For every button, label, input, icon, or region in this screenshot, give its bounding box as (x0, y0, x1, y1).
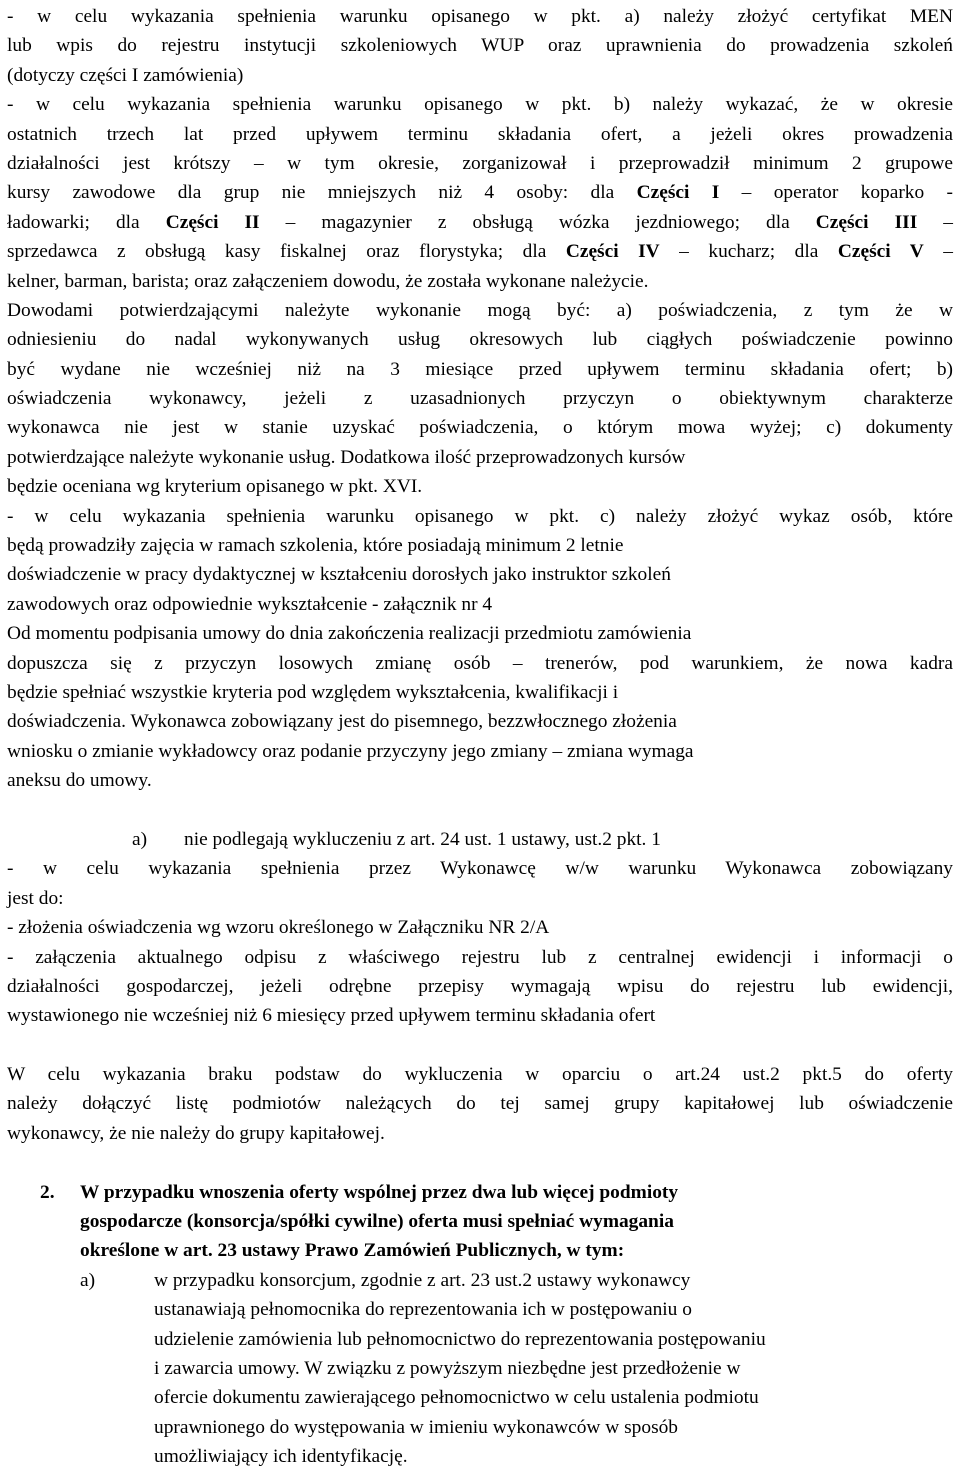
sub-item-line: i zawarcia umowy. W związku z powyższym niezbędne jest przedłożenie w (154, 1357, 741, 1379)
text-line: zawodowych oraz odpowiednie wykształcenie - załącznik nr 4 (7, 593, 493, 615)
text-line: wykonawca nie jest w stanie uzyskać poświadczenia, o którym mowa wyżej; c) dokumenty (7, 417, 953, 439)
list-marker: a) (132, 828, 148, 850)
text-line: kelner, barman, barista; oraz załączeniem dowodu, że została wykonane należycie. (7, 270, 649, 292)
text-line: odniesieniu do nadal wykonywanych usług okresowych lub ciągłych poświadczenie powinno (7, 329, 953, 351)
text-line: - w celu wykazania spełnienia przez Wykonawcę w/w warunku Wykonawca zobowiązany (7, 858, 953, 880)
text-line: należy dołączyć listę podmiotów należących do tej samej grupy kapitałowej lub oświadczenie (7, 1093, 953, 1115)
sub-item-line: uprawnionego do występowania w imieniu wykonawców w sposób (154, 1416, 679, 1438)
paragraph-block-2 (7, 854, 960, 1030)
sub-item-line: ofercie dokumentu zawierającego pełnomocnictwo w celu ustalenia podmiotu (154, 1387, 759, 1409)
text-line: wykonawcy, że nie należy do grupy kapitałowej. (7, 1122, 385, 1144)
text-line: - w celu wykazania spełnienia warunku opisanego w pkt. a) należy złożyć certyfikat MEN (7, 6, 953, 27)
text-line: - w celu wykazania spełnienia warunku opisanego w pkt. c) należy złożyć wykaz osób, które (7, 505, 953, 527)
text-line: doświadczenie w pracy dydaktycznej w kształceniu dorosłych jako instruktor szkoleń (7, 564, 671, 586)
text-line: lub wpis do rejestru instytucji szkoleniowych WUP oraz uprawnienia do prowadzenia szkoleń (7, 35, 953, 57)
text-line: ostatnich trzech lat przed upływem terminu składania ofert, a jeżeli okres prowadzenia (7, 123, 953, 145)
bold-part-label: Części III (815, 211, 918, 233)
text-line: kursy zawodowe dla grup nie mniejszych niż 4 osoby: dla Części I – operator koparko - (7, 182, 954, 204)
section-heading-text: W przypadku wnoszenia oferty wspólnej przez dwa lub więcej podmioty (80, 1181, 679, 1203)
text-line: dopuszcza się z przyczyn losowych zmianę osób – trenerów, pod warunkiem, że nowa kadra (7, 652, 953, 674)
text-line: - złożenia oświadczenia wg wzoru określonego w Załączniku NR 2/A (7, 917, 550, 939)
text-line: - załączenia aktualnego odpisu z właściwego rejestru lub z centralnej ewidencji i informacji o (7, 946, 953, 968)
text-line: działalności gospodarczej, jeżeli odrębne przepisy wymagają wpisu do rejestru lub ewidencji, (7, 975, 953, 997)
text-line: działalności jest krótszy – w tym okresie, zorganizował i przeprowadził minimum 2 grupowe (7, 152, 953, 174)
bold-part-label: Części IV (565, 241, 660, 263)
blank-line (7, 1031, 960, 1060)
sub-item-line (7, 1266, 960, 1295)
text-line: Od momentu podpisania umowy do dnia zakończenia realizacji przedmiotu zamówienia (7, 623, 692, 645)
text-line: aneksu do umowy. (7, 770, 152, 792)
section-heading-line: określone w art. 23 ustawy Prawo Zamówień Publicznych, w tym: (80, 1240, 625, 1262)
bold-part-label: Części I (636, 182, 720, 204)
text-line: Dowodami potwierdzającymi należyte wykonanie mogą być: a) poświadczenia, z tym że w (7, 299, 953, 321)
text-line: być wydane nie wcześniej niż na 3 miesiące przed upływem terminu składania ofert; b) (7, 358, 953, 380)
text-line: potwierdzające należyte wykonanie usług. Dodatkowa ilość przeprowadzonych kursów (7, 446, 686, 468)
sub-item-line: ustanawiają pełnomocnika do reprezentowania ich w postępowaniu o (154, 1299, 692, 1321)
paragraph-block-1 (7, 2, 960, 796)
section-2 (7, 1178, 960, 1472)
text-line: (dotyczy części I zamówienia) (7, 64, 244, 86)
text-line: oświadczenia wykonawcy, jeżeli z uzasadnionych przyczyn o obiektywnym charakterze (7, 388, 953, 410)
blank-line (7, 796, 960, 825)
list-item-text: nie podlegają wykluczeniu z art. 24 ust. 1 ustawy, ust.2 pkt. 1 (184, 828, 661, 850)
text-line: W celu wykazania braku podstaw do wykluczenia w oparciu o art.24 ust.2 pkt.5 do oferty (7, 1064, 953, 1086)
text-line: wniosku o zmianie wykładowcy oraz podanie przyczyny jego zmiany – zmiana wymaga (7, 740, 694, 762)
section-number: 2. (40, 1181, 55, 1203)
text-line: będzie oceniana wg kryterium opisanego w pkt. XVI. (7, 476, 423, 498)
bold-part-label: Części V (837, 241, 924, 263)
section-heading-line (7, 1178, 960, 1207)
text-line: będą prowadziły zajęcia w ramach szkolenia, które posiadają minimum 2 letnie (7, 535, 624, 557)
sub-item-line: umożliwiający ich identyfikację. (154, 1446, 408, 1468)
list-item-a (7, 825, 960, 854)
text-line: będzie spełniać wszystkie kryteria pod względem wykształcenia, kwalifikacji i (7, 681, 619, 703)
section-heading-line: gospodarcze (konsorcja/spółki cywilne) oferta musi spełniać wymagania (80, 1211, 674, 1233)
sub-item-line: udzielenie zamówienia lub pełnomocnictwo do reprezentowania postępowaniu (154, 1328, 766, 1350)
text-line: ładowarki; dla Części II – magazynier z obsługą wózka jezdniowego; dla Części III – (7, 211, 953, 233)
text-line: wystawionego nie wcześniej niż 6 miesięcy przed upływem terminu składania ofert (7, 1005, 656, 1027)
bold-part-label: Części II (165, 211, 260, 233)
sub-item-marker: a) (80, 1269, 96, 1291)
blank-line (7, 1148, 960, 1177)
text-line: sprzedawca z obsługą kasy fiskalnej oraz florystyka; dla Części IV – kucharz; dla Części V – (7, 241, 953, 263)
text-line: jest do: (7, 887, 64, 909)
paragraph-block-3 (7, 1060, 960, 1148)
text-line: - w celu wykazania spełnienia warunku opisanego w pkt. b) należy wykazać, że w okresie (7, 94, 953, 116)
sub-item-text: w przypadku konsorcjum, zgodnie z art. 23 ust.2 ustawy wykonawcy (154, 1269, 691, 1291)
text-line: doświadczenia. Wykonawca zobowiązany jest do pisemnego, bezzwłocznego złożenia (7, 711, 677, 733)
